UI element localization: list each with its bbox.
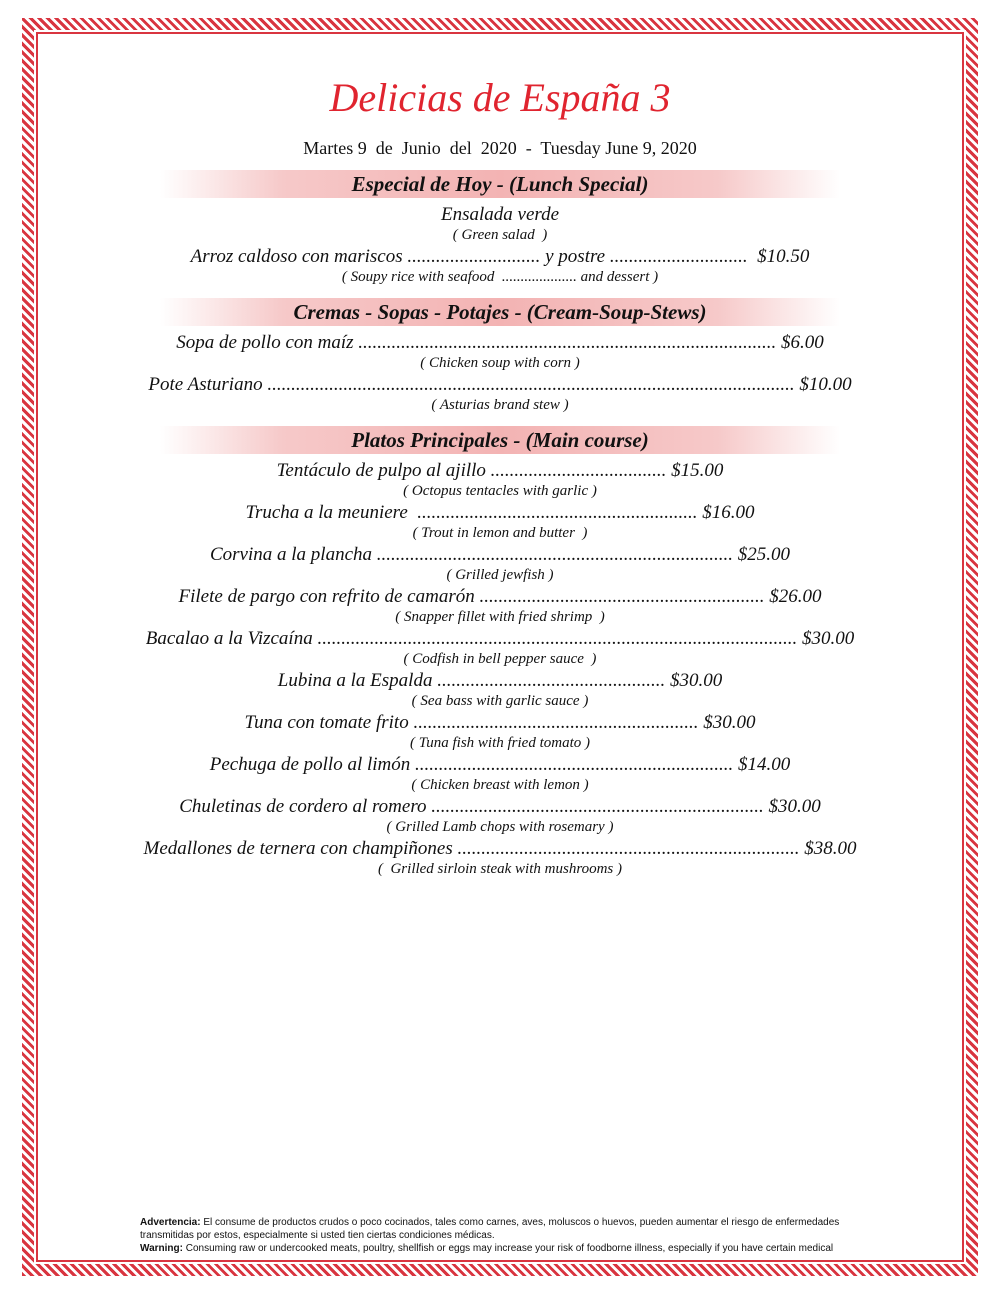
- warning-label-en: Warning:: [140, 1243, 183, 1254]
- menu-item-name: Ensalada verde: [440, 204, 560, 225]
- menu-item-name: Tentáculo de pulpo al ajillo ..................................... $15.00: [276, 460, 724, 481]
- menu-item-name: Bacalao a la Vizcaína ..................................................................................................... $30.00: [145, 628, 855, 649]
- menu-item-description: ( Snapper fillet with fried shrimp ): [395, 609, 605, 625]
- menu-item-name: Chuletinas de cordero al romero ...................................................................... $30.00: [179, 796, 821, 817]
- warning-label-es: Advertencia:: [140, 1217, 201, 1228]
- warning-english: [140, 1242, 880, 1255]
- menu-item-description: ( Trout in lemon and butter ): [412, 525, 588, 541]
- menu-item-name: Trucha a la meuniere ........................................................... $16.00: [245, 502, 755, 523]
- menu-item-name: Corvina a la plancha ........................................................................... $25.00: [209, 544, 791, 565]
- page-title: Delicias de España 3: [329, 75, 671, 120]
- menu-item-description: ( Green salad ): [452, 227, 548, 243]
- menu-date: Martes 9 de Junio del 2020 - Tuesday June 9, 2020: [303, 138, 697, 158]
- warning-text-es: El consume de productos crudos o poco cocinados, tales como carnes, aves, moluscos o huevos, pueden aumentar el riesgo de enfermedades transmitidas por estos, especialmente si usted tien ciertas condiciones médicas.: [140, 1217, 840, 1241]
- menu-item-name: Sopa de pollo con maíz ........................................................................................ $6.00: [176, 332, 824, 353]
- menu-item-name: Filete de pargo con refrito de camarón ............................................................ $26.00: [178, 586, 822, 607]
- health-warning: [140, 1216, 880, 1255]
- warning-text-en: Consuming raw or undercooked meats, poultry, shellfish or eggs may increase your risk of foodborne illness, especially if you have certain medical: [182, 1243, 834, 1254]
- menu-item-description: ( Octopus tentacles with garlic ): [403, 483, 597, 499]
- menu-page: [40, 36, 960, 1262]
- warning-spanish: [140, 1216, 880, 1242]
- menu-item-description: ( Chicken soup with corn ): [420, 355, 580, 371]
- menu-item-description: ( Codfish in bell pepper sauce ): [403, 651, 597, 667]
- menu-item-name: Tuna con tomate frito ............................................................ $30.00: [244, 712, 756, 733]
- menu-item-description: ( Grilled jewfish ): [446, 567, 554, 583]
- menu-item-description: ( Sea bass with garlic sauce ): [411, 693, 589, 709]
- menu-item-name: Lubina a la Espalda ................................................ $30.00: [277, 670, 723, 691]
- menu-item-description: ( Asturias brand stew ): [431, 397, 569, 413]
- menu-item-name: Medallones de ternera con champiñones ........................................................................ $38.00: [143, 838, 857, 859]
- menu-item-description: ( Soupy rice with seafood .................... and dessert ): [341, 269, 659, 285]
- menu-item-description: ( Grilled Lamb chops with rosemary ): [386, 819, 614, 835]
- menu-item-name: Arroz caldoso con mariscos ............................ y postre ............................. $10.50: [190, 246, 810, 267]
- menu-item-description: ( Grilled sirloin steak with mushrooms ): [377, 861, 623, 877]
- soups-list: [40, 332, 960, 416]
- menu-item-name: Pechuga de pollo al limón ................................................................... $14.00: [209, 754, 791, 775]
- section-heading-soups: Cremas - Sopas - Potajes - (Cream-Soup-Stews): [160, 298, 840, 326]
- menu-item-name: Pote Asturiano ............................................................................................................... $10.00: [148, 374, 852, 395]
- mains-list: [40, 460, 960, 880]
- menu-item-description: ( Tuna fish with fried tomato ): [409, 735, 590, 751]
- section-heading-lunch: Especial de Hoy - (Lunch Special): [160, 170, 840, 198]
- menu-item-description: ( Chicken breast with lemon ): [411, 777, 589, 793]
- section-heading-mains: Platos Principales - (Main course): [160, 426, 840, 454]
- lunch-special: [40, 204, 960, 288]
